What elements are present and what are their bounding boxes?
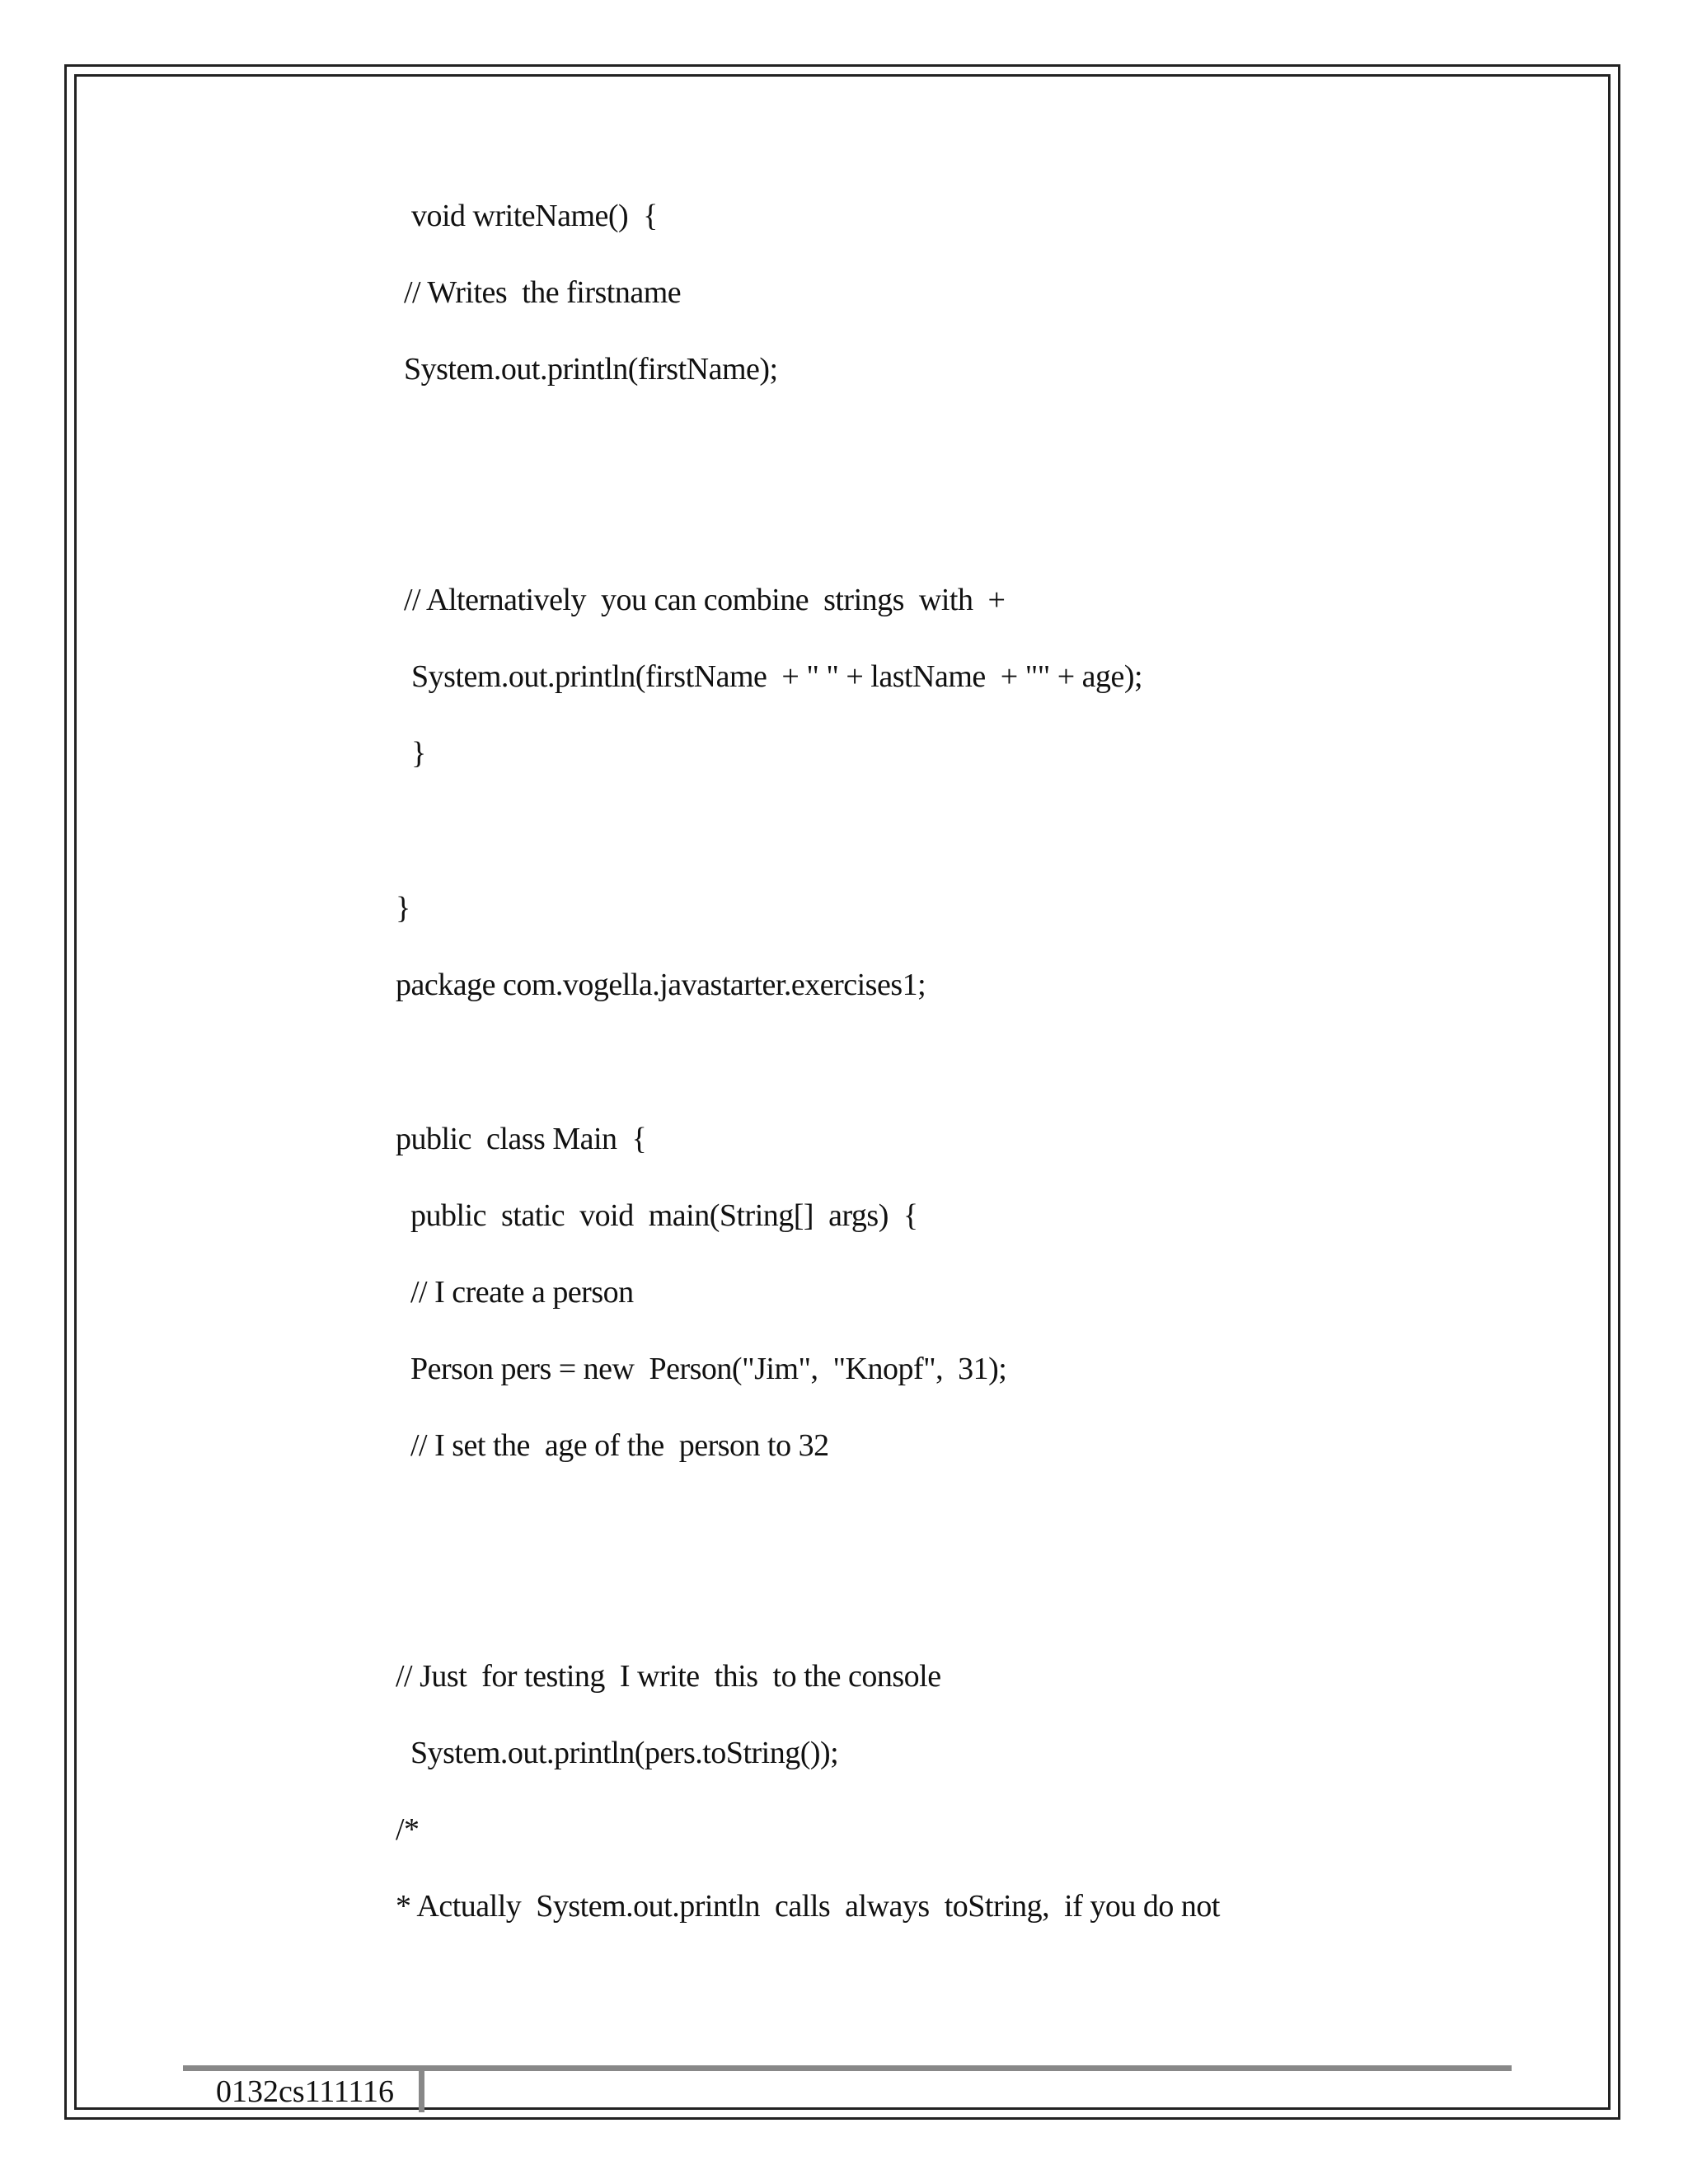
- code-line: Person pers = new Person("Jim", "Knopf", 31);: [396, 1352, 1007, 1386]
- code-line: // Just for testing I write this to the console: [396, 1659, 941, 1694]
- code-line: // I create a person: [396, 1275, 634, 1310]
- code-line: // I set the age of the person to 32: [396, 1428, 829, 1463]
- code-line: package com.vogella.javastarter.exercises1;: [396, 968, 926, 1002]
- code-line: * Actually System.out.println calls always toString, if you do not: [396, 1889, 1220, 1924]
- code-line: /*: [396, 1812, 420, 1847]
- code-line: void writeName() {: [404, 199, 658, 233]
- footer-doc-id: 0132cs111116: [216, 2074, 395, 2109]
- code-line: // Writes the firstname: [404, 275, 682, 310]
- code-line: System.out.println(pers.toString());: [396, 1736, 839, 1770]
- code-line: public class Main {: [396, 1122, 647, 1156]
- code-line: public static void main(String[] args) {: [396, 1198, 918, 1233]
- footer-rule: [183, 2065, 1512, 2071]
- footer-divider: [419, 2071, 424, 2112]
- code-line: System.out.println(firstName + " " + lastName + "" + age);: [404, 659, 1143, 694]
- code-line: // Alternatively you can combine strings with +: [404, 583, 1006, 617]
- code-line: }: [396, 891, 410, 926]
- code-line: System.out.println(firstName);: [404, 352, 778, 387]
- code-line: }: [404, 736, 426, 771]
